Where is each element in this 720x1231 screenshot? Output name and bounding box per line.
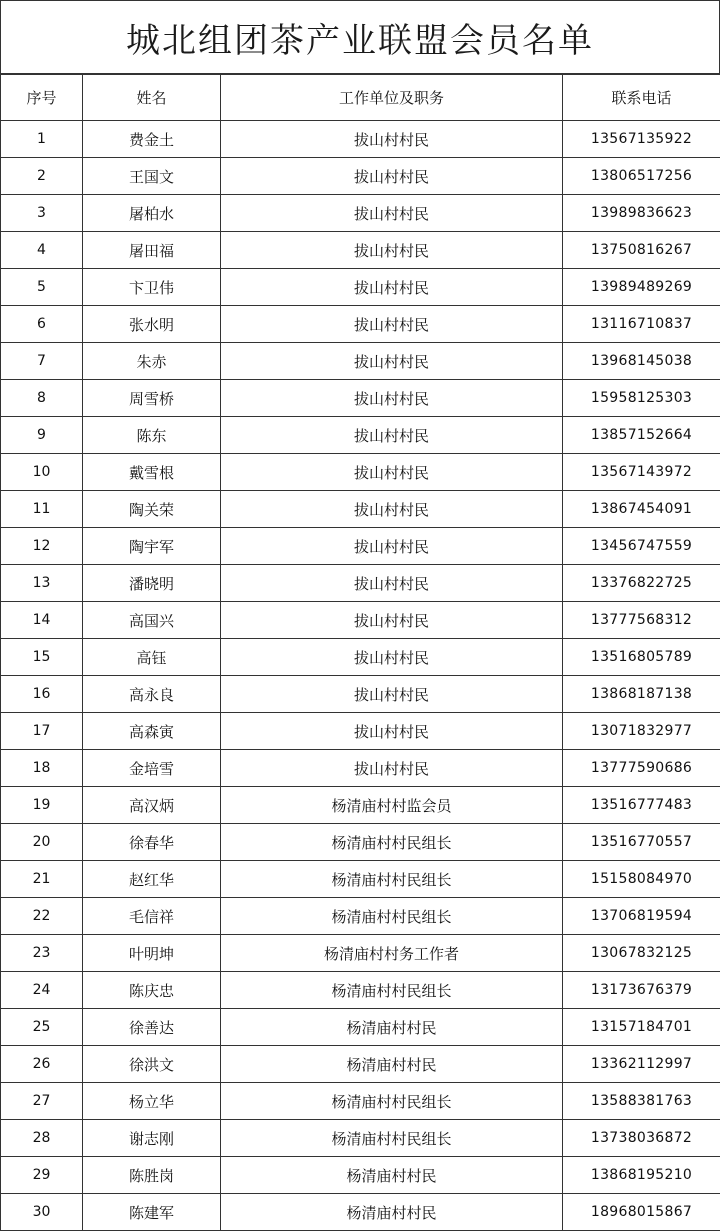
row-position-cell: 拔山村村民 <box>221 528 563 565</box>
row-position-cell: 杨清庙村村监会员 <box>221 787 563 824</box>
row-index-cell: 21 <box>1 861 83 898</box>
table-row <box>1 750 720 787</box>
row-phone-cell: 13516770557 <box>563 824 720 861</box>
row-index-cell: 11 <box>1 491 83 528</box>
table-row <box>1 787 720 824</box>
row-position-cell: 杨清庙村村民组长 <box>221 1083 563 1120</box>
table-row <box>1 343 720 380</box>
row-name-cell: 徐善达 <box>83 1009 221 1046</box>
row-index-cell: 3 <box>1 195 83 232</box>
row-position-cell: 拔山村村民 <box>221 565 563 602</box>
row-phone-cell: 13706819594 <box>563 898 720 935</box>
row-index-cell: 12 <box>1 528 83 565</box>
table-row <box>1 454 720 491</box>
row-name-cell: 徐春华 <box>83 824 221 861</box>
row-index-cell: 14 <box>1 602 83 639</box>
row-name-cell: 卞卫伟 <box>83 269 221 306</box>
row-phone-cell: 13157184701 <box>563 1009 720 1046</box>
row-phone-cell: 13868195210 <box>563 1157 720 1194</box>
row-phone-cell: 13968145038 <box>563 343 720 380</box>
row-phone-cell: 13516777483 <box>563 787 720 824</box>
row-position-cell: 拔山村村民 <box>221 676 563 713</box>
table-row <box>1 1046 720 1083</box>
row-name-cell: 周雪桥 <box>83 380 221 417</box>
row-phone-cell: 13868187138 <box>563 676 720 713</box>
table-row <box>1 121 720 158</box>
table-row <box>1 898 720 935</box>
row-index-cell: 30 <box>1 1194 83 1231</box>
row-position-cell: 拔山村村民 <box>221 343 563 380</box>
row-phone-cell: 13750816267 <box>563 232 720 269</box>
row-index-cell: 29 <box>1 1157 83 1194</box>
row-name-cell: 毛信祥 <box>83 898 221 935</box>
table-row <box>1 1009 720 1046</box>
row-phone-cell: 13362112997 <box>563 1046 720 1083</box>
row-name-cell: 屠田福 <box>83 232 221 269</box>
row-name-cell: 高永良 <box>83 676 221 713</box>
row-index-cell: 2 <box>1 158 83 195</box>
row-index-cell: 25 <box>1 1009 83 1046</box>
row-index-cell: 24 <box>1 972 83 1009</box>
table-row <box>1 602 720 639</box>
header-phone: 联系电话 <box>563 75 720 121</box>
row-index-cell: 6 <box>1 306 83 343</box>
row-position-cell: 拔山村村民 <box>221 121 563 158</box>
row-phone-cell: 13567143972 <box>563 454 720 491</box>
row-phone-cell: 13989836623 <box>563 195 720 232</box>
row-phone-cell: 13173676379 <box>563 972 720 1009</box>
row-phone-cell: 13516805789 <box>563 639 720 676</box>
row-name-cell: 陈胜岗 <box>83 1157 221 1194</box>
row-name-cell: 张水明 <box>83 306 221 343</box>
row-position-cell: 拔山村村民 <box>221 750 563 787</box>
table-row <box>1 158 720 195</box>
header-index: 序号 <box>1 75 83 121</box>
row-index-cell: 19 <box>1 787 83 824</box>
row-index-cell: 1 <box>1 121 83 158</box>
table-row <box>1 269 720 306</box>
row-index-cell: 26 <box>1 1046 83 1083</box>
row-name-cell: 戴雪根 <box>83 454 221 491</box>
row-position-cell: 拔山村村民 <box>221 454 563 491</box>
header-name: 姓名 <box>83 75 221 121</box>
row-name-cell: 高森寅 <box>83 713 221 750</box>
row-phone-cell: 13376822725 <box>563 565 720 602</box>
row-phone-cell: 13067832125 <box>563 935 720 972</box>
row-index-cell: 10 <box>1 454 83 491</box>
row-phone-cell: 15958125303 <box>563 380 720 417</box>
table-row <box>1 1157 720 1194</box>
row-position-cell: 拔山村村民 <box>221 269 563 306</box>
row-index-cell: 5 <box>1 269 83 306</box>
table-row <box>1 676 720 713</box>
row-index-cell: 8 <box>1 380 83 417</box>
row-phone-cell: 13777590686 <box>563 750 720 787</box>
row-index-cell: 13 <box>1 565 83 602</box>
row-name-cell: 王国文 <box>83 158 221 195</box>
row-phone-cell: 13588381763 <box>563 1083 720 1120</box>
row-position-cell: 杨清庙村村民组长 <box>221 861 563 898</box>
row-index-cell: 4 <box>1 232 83 269</box>
table-row <box>1 1120 720 1157</box>
row-name-cell: 陈建军 <box>83 1194 221 1231</box>
row-phone-cell: 13857152664 <box>563 417 720 454</box>
row-phone-cell: 13777568312 <box>563 602 720 639</box>
row-phone-cell: 13456747559 <box>563 528 720 565</box>
row-index-cell: 18 <box>1 750 83 787</box>
row-index-cell: 15 <box>1 639 83 676</box>
table-row <box>1 565 720 602</box>
row-position-cell: 拔山村村民 <box>221 195 563 232</box>
row-position-cell: 杨清庙村村民组长 <box>221 824 563 861</box>
row-name-cell: 赵红华 <box>83 861 221 898</box>
row-name-cell: 高国兴 <box>83 602 221 639</box>
member-table <box>0 74 720 1231</box>
table-row <box>1 713 720 750</box>
row-position-cell: 拔山村村民 <box>221 232 563 269</box>
row-position-cell: 拔山村村民 <box>221 639 563 676</box>
table-row <box>1 380 720 417</box>
row-position-cell: 拔山村村民 <box>221 158 563 195</box>
header-position: 工作单位及职务 <box>221 75 563 121</box>
row-position-cell: 拔山村村民 <box>221 713 563 750</box>
row-index-cell: 27 <box>1 1083 83 1120</box>
row-index-cell: 16 <box>1 676 83 713</box>
row-position-cell: 杨清庙村村民 <box>221 1009 563 1046</box>
row-position-cell: 杨清庙村村民组长 <box>221 972 563 1009</box>
row-name-cell: 朱赤 <box>83 343 221 380</box>
row-index-cell: 17 <box>1 713 83 750</box>
row-phone-cell: 15158084970 <box>563 861 720 898</box>
row-phone-cell: 18968015867 <box>563 1194 720 1231</box>
row-name-cell: 杨立华 <box>83 1083 221 1120</box>
table-row <box>1 417 720 454</box>
row-position-cell: 拔山村村民 <box>221 417 563 454</box>
row-name-cell: 高汉炳 <box>83 787 221 824</box>
row-position-cell: 杨清庙村村民 <box>221 1157 563 1194</box>
row-phone-cell: 13567135922 <box>563 121 720 158</box>
row-index-cell: 23 <box>1 935 83 972</box>
table-row <box>1 972 720 1009</box>
table-row <box>1 824 720 861</box>
row-position-cell: 拔山村村民 <box>221 306 563 343</box>
row-index-cell: 20 <box>1 824 83 861</box>
row-position-cell: 杨清庙村村民组长 <box>221 1120 563 1157</box>
table-row <box>1 861 720 898</box>
row-name-cell: 陈庆忠 <box>83 972 221 1009</box>
row-name-cell: 潘晓明 <box>83 565 221 602</box>
table-header-row <box>1 75 720 121</box>
row-phone-cell: 13738036872 <box>563 1120 720 1157</box>
table-row <box>1 306 720 343</box>
row-position-cell: 拔山村村民 <box>221 380 563 417</box>
row-phone-cell: 13116710837 <box>563 306 720 343</box>
table-row <box>1 491 720 528</box>
row-position-cell: 拔山村村民 <box>221 491 563 528</box>
row-name-cell: 陶宇军 <box>83 528 221 565</box>
table-row <box>1 935 720 972</box>
row-name-cell: 谢志刚 <box>83 1120 221 1157</box>
row-name-cell: 屠柏水 <box>83 195 221 232</box>
table-row <box>1 195 720 232</box>
row-index-cell: 28 <box>1 1120 83 1157</box>
row-phone-cell: 13867454091 <box>563 491 720 528</box>
row-name-cell: 徐洪文 <box>83 1046 221 1083</box>
row-name-cell: 陶关荣 <box>83 491 221 528</box>
row-index-cell: 7 <box>1 343 83 380</box>
row-position-cell: 拔山村村民 <box>221 602 563 639</box>
row-name-cell: 叶明坤 <box>83 935 221 972</box>
row-name-cell: 陈东 <box>83 417 221 454</box>
table-row <box>1 1194 720 1231</box>
row-phone-cell: 13806517256 <box>563 158 720 195</box>
row-position-cell: 杨清庙村村民 <box>221 1046 563 1083</box>
row-position-cell: 杨清庙村村民组长 <box>221 898 563 935</box>
table-row <box>1 528 720 565</box>
document-title: 城北组团茶产业联盟会员名单 <box>0 0 720 74</box>
table-body <box>1 121 720 1231</box>
table-row <box>1 1083 720 1120</box>
row-index-cell: 9 <box>1 417 83 454</box>
row-phone-cell: 13071832977 <box>563 713 720 750</box>
row-position-cell: 杨清庙村村务工作者 <box>221 935 563 972</box>
row-index-cell: 22 <box>1 898 83 935</box>
row-phone-cell: 13989489269 <box>563 269 720 306</box>
row-name-cell: 金培雪 <box>83 750 221 787</box>
row-name-cell: 高钰 <box>83 639 221 676</box>
table-row <box>1 639 720 676</box>
row-position-cell: 杨清庙村村民 <box>221 1194 563 1231</box>
row-name-cell: 费金土 <box>83 121 221 158</box>
table-row <box>1 232 720 269</box>
